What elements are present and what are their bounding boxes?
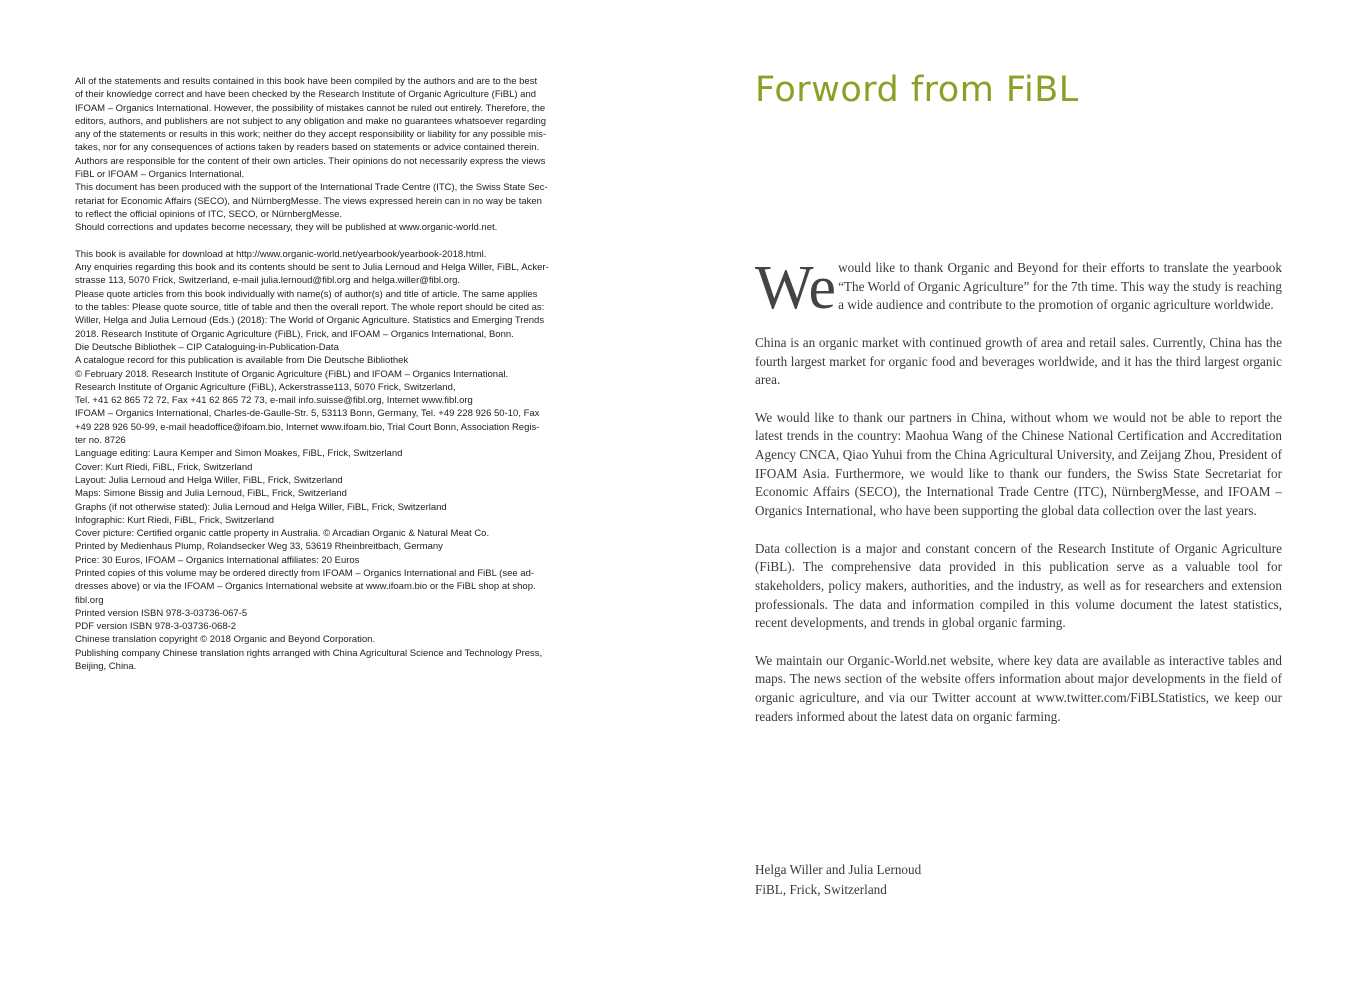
- imprint-line: fibl.org: [75, 594, 104, 606]
- imprint-line: Should corrections and updates become necessary, they will be published at www.organic-world.net.: [75, 222, 498, 234]
- imprint-line: Die Deutsche Bibliothek – CIP Cataloguing-in-Publication-Data: [75, 341, 339, 353]
- imprint-line: Please quote articles from this book individually with name(s) of author(s) and title of article. The same applies: [75, 288, 538, 300]
- imprint-line: Any enquiries regarding this book and its contents should be sent to Julia Lernoud and Helga Willer, FiBL, Acker-: [75, 262, 549, 274]
- imprint-line: Printed copies of this volume may be ordered directly from IFOAM – Organics International and FiBL (see ad-: [75, 567, 535, 579]
- imprint-line: IFOAM – Organics International. However, the possibility of mistakes cannot be ruled out entirely. Therefore, the: [75, 102, 546, 114]
- imprint-line: of their knowledge correct and have been checked by the Research Institute of Organic Agriculture (FiBL) and: [75, 89, 537, 101]
- paragraph-1-text: would like to thank Organic and Beyond for their efforts to translate the yearbook “The World of Organic Agriculture” for the 7th time. This way the study is reaching a wide audience and contribute to the promotion of organic agriculture worldwide.: [838, 260, 1282, 313]
- imprint-line: IFOAM – Organics International, Charles-de-Gaulle-Str. 5, 53113 Bonn, Germany, Tel. +49 228 926 50-10, Fax: [75, 408, 540, 420]
- imprint-line: retariat for Economic Affairs (SECO), and NürnbergMesse. The views expressed herein can in no way be taken: [75, 195, 542, 207]
- drop-cap: We: [755, 254, 837, 322]
- imprint-line: Language editing: Laura Kemper and Simon Moakes, FiBL, Frick, Switzerland: [75, 448, 403, 460]
- imprint-line: strasse 113, 5070 Frick, Switzerland, e-mail julia.lernoud@fibl.org and helga.willer@fibl.org.: [75, 275, 461, 287]
- paragraph-5: We maintain our Organic-World.net website, where key data are available as interactive tables and maps. The news section of the website offers information about major developments in the field of organic agriculture, and via our Twitter account at www.twitter.com/FiBLStatistics, we keep our readers informed about the latest data on organic farming.: [755, 652, 1282, 724]
- paragraph-1: [755, 254, 1282, 322]
- imprint-line: dresses above) or via the IFOAM – Organics International website at www.ifoam.bio or the FiBL shop at shop.: [75, 581, 536, 593]
- signature-place: FiBL, Frick, Switzerland: [755, 882, 887, 897]
- foreword-body: [755, 254, 1282, 745]
- imprint-spacer: [75, 235, 615, 248]
- paragraph-4: Data collection is a major and constant concern of the Research Institute of Organic Agriculture (FiBL). The comprehensive data provided in this publication serve as a valuable tool for stakeholders, policy makers, authorities, and the industry, as well as for researchers and extension professionals. The data and information compiled in this volume document the latest statistics, recent developments, and trends in global organic farming.: [755, 540, 1282, 631]
- imprint-line: © February 2018. Research Institute of Organic Agriculture (FiBL) and IFOAM – Organics International.: [75, 368, 509, 380]
- imprint-line: Price: 30 Euros, IFOAM – Organics International affiliates: 20 Euros: [75, 554, 360, 566]
- imprint-line: Beijing, China.: [75, 661, 137, 673]
- paragraph-2: China is an organic market with continued growth of area and retail sales. Currently, China has the fourth largest market for organic food and beverages worldwide, and it has the third largest organic area.: [755, 334, 1282, 388]
- imprint-line: ter no. 8726: [75, 435, 126, 447]
- imprint-line: All of the statements and results contained in this book have been compiled by the authors and are to the best: [75, 76, 538, 87]
- signature-names: Helga Willer and Julia Lernoud: [755, 862, 922, 877]
- imprint-line: Cover picture: Certified organic cattle property in Australia. © Arcadian Organic & Natural Meat Co.: [75, 528, 490, 540]
- imprint-line: This book is available for download at http://www.organic-world.net/yearbook/yearbook-2018.html.: [75, 248, 487, 260]
- imprint-line: Authors are responsible for the content of their own articles. Their opinions do not necessarily express the views: [75, 155, 546, 167]
- imprint-block: [75, 75, 615, 673]
- imprint-line: Publishing company Chinese translation rights arranged with China Agricultural Science and Technology Press,: [75, 647, 543, 659]
- imprint-line: +49 228 926 50-99, e-mail headoffice@ifoam.bio, Internet www.ifoam.bio, Trial Court Bonn, Association Regis-: [75, 421, 540, 433]
- imprint-line: Printed version ISBN 978-3-03736-067-5: [75, 607, 248, 619]
- imprint-line: This document has been produced with the support of the International Trade Centre (ITC), the Swiss State Sec-: [75, 182, 548, 194]
- imprint-line: to the tables: Please quote source, title of table and then the overall report. The whole report should be cited as:: [75, 302, 545, 314]
- imprint-line: takes, nor for any consequences of actions taken by readers based on statements or advice contained therein.: [75, 142, 540, 154]
- imprint-line: Printed by Medienhaus Plump, Rolandsecker Weg 33, 53619 Rheinbreitbach, Germany: [75, 541, 443, 553]
- imprint-line: Cover: Kurt Riedi, FiBL, Frick, Switzerland: [75, 461, 253, 473]
- imprint-line: PDF version ISBN 978-3-03736-068-2: [75, 621, 237, 633]
- imprint-line: Maps: Simone Bissig and Julia Lernoud, FiBL, Frick, Switzerland: [75, 488, 347, 500]
- paragraph-3: We would like to thank our partners in China, without whom we would not be able to report the latest trends in the country: Maohua Wang of the Chinese National Certification and Accreditation Agency CNCA, Qiao Yuhui from the China Agricultural University, and Zeijang Zhou, President of IFOAM Asia. Furthermore, we would like to thank our funders, the Swiss State Secretariat for Economic Affairs (SECO), the International Trade Centre (ITC), NürnbergMesse, and IFOAM – Organics International, who have been supporting the global data collection over the last years.: [755, 409, 1282, 519]
- imprint-line: 2018. Research Institute of Organic Agriculture (FiBL), Frick, and IFOAM – Organics International, Bonn.: [75, 328, 514, 340]
- imprint-line: editors, authors, and publishers are not subject to any obligation and make no guarantees whatsoever regarding: [75, 115, 547, 127]
- imprint-line: Research Institute of Organic Agriculture (FiBL), Ackerstrasse113, 5070 Frick, Switzerland,: [75, 381, 456, 393]
- imprint-line: Chinese translation copyright © 2018 Organic and Beyond Corporation.: [75, 634, 376, 646]
- imprint-line: Graphs (if not otherwise stated): Julia Lernoud and Helga Willer, FiBL, Frick, Switzerland: [75, 501, 447, 513]
- imprint-line: FiBL or IFOAM – Organics International.: [75, 169, 245, 181]
- imprint-line: A catalogue record for this publication is available from Die Deutsche Bibliothek: [75, 355, 409, 367]
- imprint-line: any of the statements or results in this work; neither do they accept responsibility or liability for any possible mis-: [75, 129, 546, 141]
- imprint-line: to reflect the official opinions of ITC, SECO, or NürnbergMesse.: [75, 208, 342, 220]
- imprint-line: Tel. +41 62 865 72 72, Fax +41 62 865 72 73, e-mail info.suisse@fibl.org, Internet www.fibl.org: [75, 395, 473, 407]
- imprint-line: Layout: Julia Lernoud and Helga Willer, FiBL, Frick, Switzerland: [75, 474, 343, 486]
- imprint-line: Willer, Helga and Julia Lernoud (Eds.) (2018): The World of Organic Agriculture. Statistics and Emerging Trends: [75, 315, 545, 327]
- signature: [755, 860, 921, 900]
- page-title: Forword from FiBL: [755, 70, 1079, 110]
- imprint-line: Infographic: Kurt Riedi, FiBL, Frick, Switzerland: [75, 514, 275, 526]
